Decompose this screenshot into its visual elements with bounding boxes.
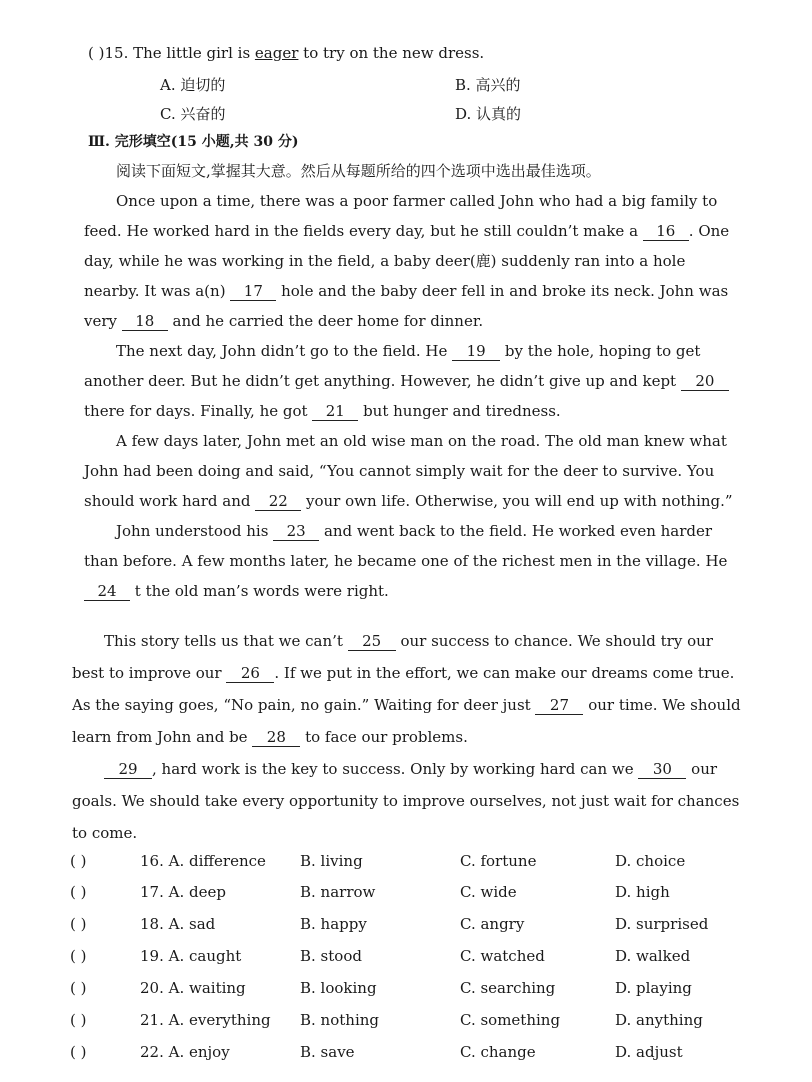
paragraph-5: This story tells us that we can’t 25 our success to chance. We should try our best to improve our 26 . If we put in the effort, we can make our dreams come true. As the saying goes, “No pain, no gain.” Waiting for deer just 27 our time. We should learn from John and be 28 to face our problems. <box>72 632 741 746</box>
question-text-rest: to try on the new dress. <box>298 44 485 62</box>
option-a[interactable]: 16. A. difference <box>140 852 266 870</box>
answer-paren[interactable]: ( ) <box>70 852 87 870</box>
option-a[interactable]: 22. A. enjoy <box>140 1043 230 1061</box>
blank-23[interactable]: 23 <box>273 522 319 541</box>
options-row <box>70 1043 770 1071</box>
option-a[interactable]: 17. A. deep <box>140 883 226 901</box>
options-row <box>70 979 770 1007</box>
answer-paren[interactable]: ( ) <box>70 947 87 965</box>
paragraph-1: Once upon a time, there was a poor farmer called John who had a big family to feed. He worked hard in the fields every day, but he still couldn’t make a 16 . One day, while he was working in the field, a baby deer(鹿) suddenly ran into a hole nearby. It was a(n) 17 hole and the baby deer fell in and broke its neck. John was very 18 and he carried the deer home for dinner. <box>84 192 730 330</box>
blank-19[interactable]: 19 <box>452 342 500 361</box>
blank-27[interactable]: 27 <box>535 696 583 715</box>
option-d[interactable]: D. anything <box>615 1011 703 1029</box>
blank-20[interactable]: 20 <box>681 372 729 391</box>
keyword: eager <box>254 44 299 62</box>
blank-29[interactable]: 29 <box>104 760 152 779</box>
blank-16[interactable]: 16 <box>643 222 689 241</box>
question-15 <box>88 44 484 62</box>
option-b: B. 高兴的 <box>455 76 521 94</box>
blank-17[interactable]: 17 <box>230 282 276 301</box>
option-d[interactable]: D. playing <box>615 979 692 997</box>
option-c[interactable]: C. fortune <box>460 852 537 870</box>
blank-22[interactable]: 22 <box>255 492 301 511</box>
blank-18[interactable]: 18 <box>122 312 168 331</box>
option-d[interactable]: D. choice <box>615 852 686 870</box>
paragraph-3: A few days later, John met an old wise man on the road. The old man knew what John had been doing and said, “You cannot simply wait for the deer to survive. You should work hard and 22 your own life. Otherwise, you will end up with nothing.” <box>84 432 733 510</box>
answer-paren[interactable]: ( ) <box>70 1011 87 1029</box>
option-b[interactable]: B. nothing <box>300 1011 379 1029</box>
option-c[interactable]: C. watched <box>460 947 545 965</box>
paragraph-4: John understood his 23 and went back to the field. He worked even harder than before. A few months later, he became one of the richest men in the village. He 24 t the old man’s words were right. <box>84 522 728 600</box>
answer-paren[interactable]: ( ) <box>70 915 87 933</box>
option-c[interactable]: C. something <box>460 1011 561 1029</box>
blank-30[interactable]: 30 <box>638 760 686 779</box>
question-text: 15. The little girl is <box>104 44 255 62</box>
option-b[interactable]: B. stood <box>300 947 362 965</box>
paragraph-6: 29 , hard work is the key to success. Only by working hard can we 30 our goals. We should take every opportunity to improve ourselves, not just wait for chances to come. <box>72 760 740 842</box>
option-c[interactable]: C. angry <box>460 915 525 933</box>
option-b[interactable]: B. happy <box>300 915 367 933</box>
paragraph-2: The next day, John didn’t go to the field. He 19 by the hole, hoping to get another deer. But he didn’t get anything. However, he didn’t give up and kept 20 there for days. Finally, he got 21 but hunger and tiredness. <box>84 336 734 426</box>
option-b[interactable]: B. living <box>300 852 363 870</box>
options-row <box>70 1011 770 1039</box>
option-c[interactable]: C. searching <box>460 979 556 997</box>
passage-part-2 <box>72 625 744 849</box>
blank-24[interactable]: 24 <box>84 582 130 601</box>
blank-28[interactable]: 28 <box>252 728 300 747</box>
blank-21[interactable]: 21 <box>312 402 358 421</box>
option-a[interactable]: 19. A. caught <box>140 947 242 965</box>
option-d[interactable]: D. high <box>615 883 670 901</box>
option-c[interactable]: C. change <box>460 1043 536 1061</box>
section-title: Ⅲ. 完形填空(15 小题,共 30 分) <box>88 134 299 150</box>
option-b[interactable]: B. looking <box>300 979 377 997</box>
options-row <box>70 852 770 880</box>
answer-paren[interactable]: ( ) <box>70 1043 87 1061</box>
option-b[interactable]: B. save <box>300 1043 355 1061</box>
option-b[interactable]: B. narrow <box>300 883 376 901</box>
option-d[interactable]: D. walked <box>615 947 691 965</box>
options-row <box>70 947 770 975</box>
option-d[interactable]: D. surprised <box>615 915 709 933</box>
answer-paren: ( ) <box>88 44 105 62</box>
option-d[interactable]: D. adjust <box>615 1043 683 1061</box>
option-c: C. 兴奋的 <box>160 105 226 123</box>
option-c[interactable]: C. wide <box>460 883 517 901</box>
answer-paren[interactable]: ( ) <box>70 883 87 901</box>
passage-part-1 <box>84 186 734 606</box>
option-a: A. 迫切的 <box>160 76 226 94</box>
options-row <box>70 883 770 911</box>
option-a[interactable]: 21. A. everything <box>140 1011 271 1029</box>
option-a[interactable]: 20. A. waiting <box>140 979 246 997</box>
section-instruction: 阅读下面短文,掌握其大意。然后从每题所给的四个选项中选出最佳选项。 <box>116 162 601 180</box>
blank-26[interactable]: 26 <box>226 664 274 683</box>
option-a[interactable]: 18. A. sad <box>140 915 216 933</box>
options-row <box>70 915 770 943</box>
blank-25[interactable]: 25 <box>348 632 396 651</box>
option-d: D. 认真的 <box>455 105 522 123</box>
answer-paren[interactable]: ( ) <box>70 979 87 997</box>
